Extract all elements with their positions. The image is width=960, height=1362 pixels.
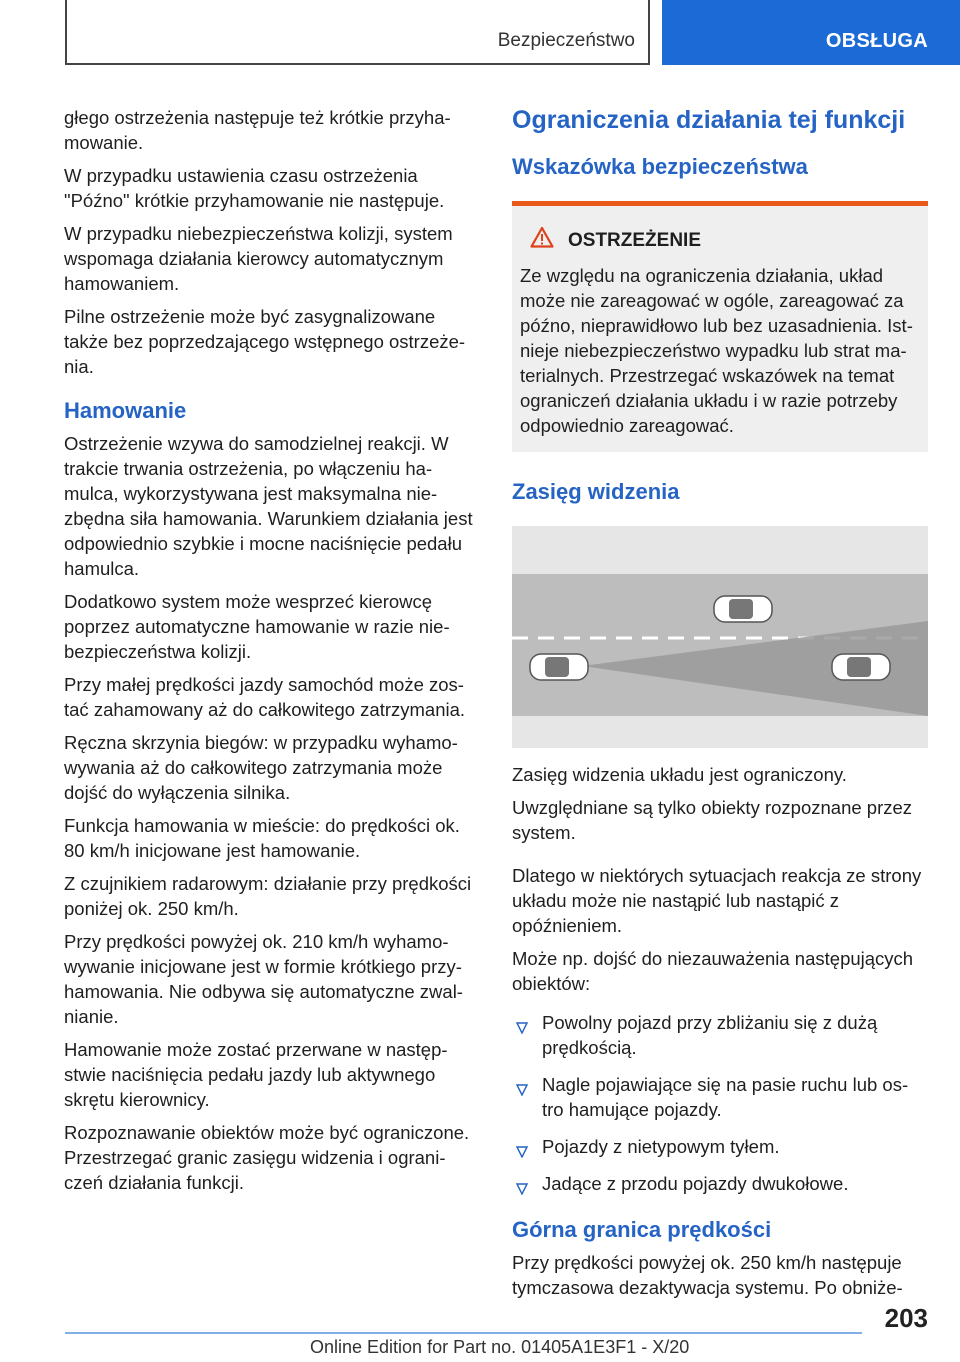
paragraph: Funkcja hamowania w mieście: do prędkości ok. 80 km/h inicjowane jest hamowanie. [64, 815, 460, 861]
paragraph: Hamowanie może zostać przerwane w następ-stwie naciśnięcia pedału jazdy lub aktywnego skrętu kierownicy. [64, 1039, 448, 1110]
paragraph: Uwzględniane są tylko obiekty rozpoznane przez system. [512, 797, 913, 843]
paragraph: Przy małej prędkości jazdy samochód może zos-tać zahamowany aż do całkowitego zatrzymania. [64, 674, 466, 720]
list-item-text: Nagle pojawiające się na pasie ruchu lub os-tro hamujące pojazdy. [542, 1074, 909, 1120]
footer-rule [65, 1332, 862, 1334]
left-column [64, 105, 484, 1203]
paragraph: Może np. dojść do niezauważenia następujących obiektów: [512, 948, 914, 994]
range-illustration [512, 526, 928, 748]
speed-limit-heading: Górna granica prędkości [512, 1217, 772, 1242]
object-list [512, 1010, 928, 1196]
list-item [512, 1134, 928, 1159]
header-rule-bottom [65, 63, 650, 65]
paragraph: Pilne ostrzeżenie może być zasygnalizowane także bez poprzedzającego wstępnego ostrzeże-nia. [64, 306, 466, 377]
header-rule-left [65, 0, 67, 65]
triangle-bullet-icon [516, 1077, 528, 1102]
paragraph: głego ostrzeżenia następuje też krótkie przyha-mowanie. [64, 107, 451, 153]
header-tab[interactable] [662, 0, 960, 65]
warning-box [512, 201, 928, 452]
vehicle-icon [714, 596, 772, 622]
header-tab-label: OBSŁUGA [825, 30, 928, 52]
list-item-text: Powolny pojazd przy zbliżaniu się z dużą prędkością. [542, 1012, 878, 1058]
paragraph: W przypadku niebezpieczeństwa kolizji, system wspomaga działania kierowcy automatycznym hamowaniem. [64, 223, 453, 294]
paragraph: Dodatkowo system może wesprzeć kierowcę poprzez automatyczne hamowanie w razie nie-bezpieczeństwa kolizji. [64, 591, 450, 662]
paragraph: Z czujnikiem radarowym: działanie przy prędkości poniżej ok. 250 km/h. [64, 873, 472, 919]
warning-title-row [530, 226, 920, 255]
range-heading: Zasięg widzenia [512, 479, 680, 504]
header-rule-divider [648, 0, 650, 65]
paragraph: W przypadku ustawienia czasu ostrzeżenia "Późno" krótkie przyhamowanie nie następuje. [64, 165, 445, 211]
list-item [512, 1171, 928, 1196]
triangle-bullet-icon [516, 1139, 528, 1164]
paragraph: Ostrzeżenie wzywa do samodzielnej reakcji. W trakcie trwania ostrzeżenia, po włączeniu ha-mulca, wykorzystywana jest maksymalna nie-zbędna siła hamowania. Warunkiem działania jest odpowiednio szybkie i mocne naciśnięcie pedału hamulca. [64, 433, 473, 579]
header-section-title: Bezpieczeństwo [497, 30, 635, 51]
paragraph: Przy prędkości powyżej ok. 210 km/h wyhamo-wywanie inicjowane jest w formie krótkiego przy-hamowania. Nie odbywa się automatyczne zwal-nianie. [64, 931, 463, 1027]
triangle-bullet-icon [516, 1176, 528, 1201]
paragraph: Zasięg widzenia układu jest ograniczony. [512, 764, 847, 785]
warning-title: OSTRZEŻENIE [568, 230, 702, 251]
paragraph: Rozpoznawanie obiektów może być ograniczone. Przestrzegać granic zasięgu widzenia i ograni-czeń działania funkcji. [64, 1122, 470, 1193]
right-column [512, 105, 928, 1308]
paragraph: Przy prędkości powyżej ok. 250 km/h następuje tymczasowa dezaktywacja systemu. Po obniże- [512, 1252, 903, 1298]
vehicle-icon [832, 654, 890, 680]
list-item [512, 1010, 928, 1060]
braking-heading: Hamowanie [64, 398, 187, 423]
limitations-heading: Ograniczenia działania tej funkcji [512, 106, 906, 134]
warning-triangle-icon [530, 226, 554, 255]
list-item-text: Pojazdy z nietypowym tyłem. [542, 1136, 780, 1157]
paragraph: Dlatego w niektórych sytuacjach reakcja ze strony układu może nie nastąpić lub nastąpić z opóźnieniem. [512, 865, 922, 936]
page-number: 203 [884, 1303, 928, 1333]
footer-edition: Online Edition for Part no. 01405A1E3F1 - X/20 [310, 1337, 690, 1357]
safety-heading: Wskazówka bezpieczeństwa [512, 154, 808, 179]
paragraph: Ręczna skrzynia biegów: w przypadku wyhamo-wywania aż do całkowitego zatrzymania może dojść do wyłączenia silnika. [64, 732, 458, 803]
list-item-text: Jadące z przodu pojazdy dwukołowe. [542, 1173, 849, 1194]
own-car-icon [530, 654, 588, 680]
triangle-bullet-icon [516, 1015, 528, 1040]
list-item [512, 1072, 928, 1122]
warning-text: Ze względu na ograniczenia działania, układ może nie zareagować w ogóle, zareagować za późno, nieprawidłowo lub bez uzasadnienia. Ist-nieje niebezpieczeństwo wypadku lub strat ma-terialnych. Przestrzegać wskazówek na temat ograniczeń działania układu i w razie potrzeby odpowiednio zareagować. [520, 265, 913, 436]
